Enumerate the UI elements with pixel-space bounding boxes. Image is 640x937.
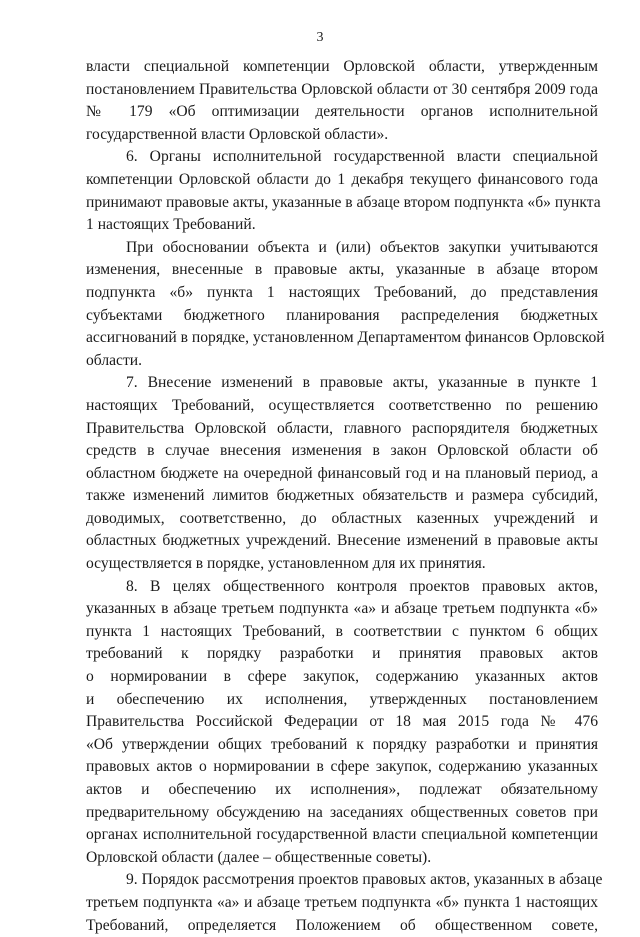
text-line: о нормировании в сфере закупок, содержанию указанных актов <box>86 668 598 686</box>
page-number: 3 <box>316 30 324 45</box>
text-line: третьем подпункта «а» и абзаце третьем подпункта «б» пункта 1 настоящих <box>86 893 598 911</box>
text-line: «Об утверждении общих требований к порядку разработки и принятия <box>86 735 598 753</box>
text-line: органах исполнительной государственной власти специальной компетенции <box>86 826 598 844</box>
text-line: № 179 «Об оптимизации деятельности органов исполнительной <box>86 103 598 121</box>
text-line: также изменений лимитов бюджетных обязательств и размера субсидий, <box>86 487 598 505</box>
text-line: изменения, внесенные в правовые акты, указанные в абзаце втором <box>86 261 598 279</box>
text-line: Орловской области (далее – общественные советы). <box>86 848 432 866</box>
text-line: 6. Органы исполнительной государственной власти специальной <box>126 148 598 166</box>
text-line: подпункта «б» пункта 1 настоящих Требований, до представления <box>86 283 598 301</box>
text-line: актов и обеспечению их исполнения», подлежат обязательному <box>86 781 598 798</box>
text-line: осуществляется в порядке, установленном для их принятия. <box>86 555 486 573</box>
text-line: ассигнований в порядке, установленном Департаментом финансов Орловской <box>86 329 605 347</box>
text-line: Правительства Орловской области, главного распорядителя бюджетных <box>86 419 598 437</box>
text-line: средств в случае внесения изменения в закон Орловской области об <box>86 442 598 460</box>
document-body <box>86 56 605 937</box>
text-line: государственной власти Орловской области». <box>86 125 389 143</box>
text-line: постановлением Правительства Орловской области от 30 сентября 2009 года <box>86 80 598 98</box>
text-line: 7. Внесение изменений в правовые акты, указанные в пункте 1 <box>126 374 598 392</box>
text-line: правовых актов о нормировании в сфере закупок, содержанию указанных <box>86 758 598 776</box>
text-line: 9. Порядок рассмотрения проектов правовых актов, указанных в абзаце <box>126 871 603 889</box>
text-line: При обосновании объекта и (или) объектов закупки учитываются <box>126 238 598 256</box>
text-line: 8. В целях общественного контроля проектов правовых актов, <box>126 577 598 595</box>
text-line: настоящих Требований, осуществляется соответственно по решению <box>86 396 598 414</box>
text-line: области. <box>86 351 143 369</box>
text-line: принимают правовые акты, указанные в абзаце втором подпункта «б» пункта <box>86 193 601 211</box>
text-line: областных бюджетных учреждений. Внесение изменений в правовые акты <box>86 532 598 550</box>
text-line: предварительному обсуждению на заседаниях общественных советов при <box>86 803 598 821</box>
text-line: Правительства Российской Федерации от 18 мая 2015 года № 476 <box>86 713 598 731</box>
text-line: власти специальной компетенции Орловской области, утвержденным <box>86 58 598 75</box>
text-line: компетенции Орловской области до 1 декабря текущего финансового года <box>86 170 598 188</box>
text-line: субъектами бюджетного планирования распределения бюджетных <box>86 306 598 324</box>
text-line: Требований, определяется Положением об общественном совете, <box>86 916 598 934</box>
text-line: областном бюджете на очередной финансовый год и на плановый период, а <box>86 464 598 482</box>
text-line: и обеспечению их исполнения, утвержденных постановлением <box>86 690 598 708</box>
text-line: требований к порядку разработки и принятия правовых актов <box>86 645 598 663</box>
text-line: указанных в абзаце третьем подпункта «а» и абзаце третьем подпункта «б» <box>86 600 598 618</box>
text-line: доводимых, соответственно, до областных казенных учреждений и <box>86 509 598 527</box>
text-line: 1 настоящих Требований. <box>86 216 256 234</box>
text-line: пункта 1 настоящих Требований, в соответствии с пунктом 6 общих <box>86 622 598 640</box>
